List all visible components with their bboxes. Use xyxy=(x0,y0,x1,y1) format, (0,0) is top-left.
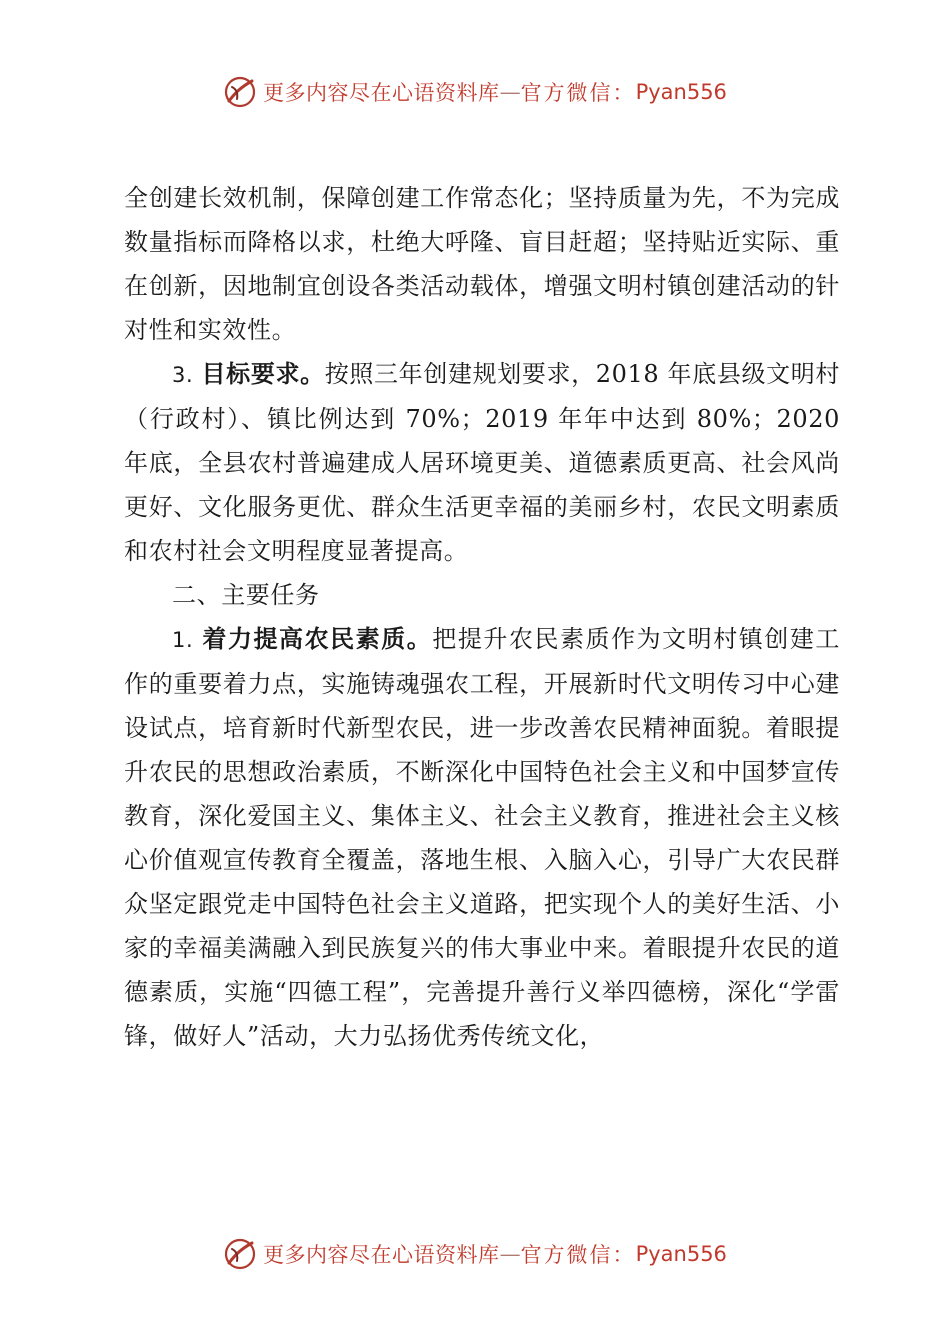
watermark-dash: — xyxy=(499,80,521,104)
paragraph-text: 把提升农民素质作为文明村镇创建工作的重要着力点，实施铸魂强农工程，开展新时代文明传习中心建设试点，培育新时代新型农民，进一步改善农民精神面貌。着眼提升农民的思想政治素质，不断深化中国特色社会主义和中国梦宣传教育，深化爱国主义、集体主义、社会主义教育，推进社会主义核心价值观宣传教育全覆盖，落地生根、入脑入心，引导广大农民群众坚定跟党走中国特色社会主义道路，把实现个人的美好生活、小家的幸福美满融入到民族复兴的伟大事业中来。着眼提升农民的道德素质，实施“四德工程”，完善提升善行义举四德榜，深化“学雷锋，做好人”活动，大力弘扬优秀传统文化， xyxy=(124,625,840,1050)
item-heading: 着力提高农民素质。 xyxy=(202,625,433,653)
paragraph-goal-requirements xyxy=(124,352,840,573)
watermark-wechat-label: 官方微信： xyxy=(520,81,636,105)
watermark-wechat-id: Pyan556 xyxy=(635,1242,727,1266)
watermark-wechat-label: 官方微信： xyxy=(520,1243,636,1267)
brush-logo-icon xyxy=(223,75,257,109)
watermark-dash: — xyxy=(499,1242,521,1266)
watermark-title: 更多内容尽在心语资料库 xyxy=(263,81,500,105)
watermark-wechat-id: Pyan556 xyxy=(635,80,727,104)
paragraph-farmer-quality xyxy=(124,617,840,1058)
section-heading-text: 二、主要任务 xyxy=(172,581,320,609)
watermark-title: 更多内容尽在心语资料库 xyxy=(263,1243,500,1267)
section-heading xyxy=(124,573,840,617)
paragraph-text: 全创建长效机制，保障创建工作常态化；坚持质量为先，不为完成数量指标而降格以求，杜绝大呼隆、盲目赶超；坚持贴近实际、重在创新，因地制宜创设各类活动载体，增强文明村镇创建活动的针对性和实效性。 xyxy=(124,184,840,344)
item-number: 3. xyxy=(172,363,194,387)
paragraph-continuation xyxy=(124,176,840,352)
footer-watermark xyxy=(0,1232,950,1276)
item-heading: 目标要求。 xyxy=(201,360,325,388)
header-watermark xyxy=(0,70,950,114)
paragraph-text: 按照三年创建规划要求，2018 年底县级文明村（行政村）、镇比例达到 70%；2019 年年中达到 80%；2020 年底，全县农村普遍建成人居环境更美、道德素质更高、社会风尚更好、文化服务更优、群众生活更幸福的美丽乡村，农民文明素质和农村社会文明程度显著提高。 xyxy=(124,360,841,565)
document-body xyxy=(124,176,840,1058)
item-number: 1. xyxy=(172,628,194,652)
brush-logo-icon xyxy=(223,1237,257,1271)
